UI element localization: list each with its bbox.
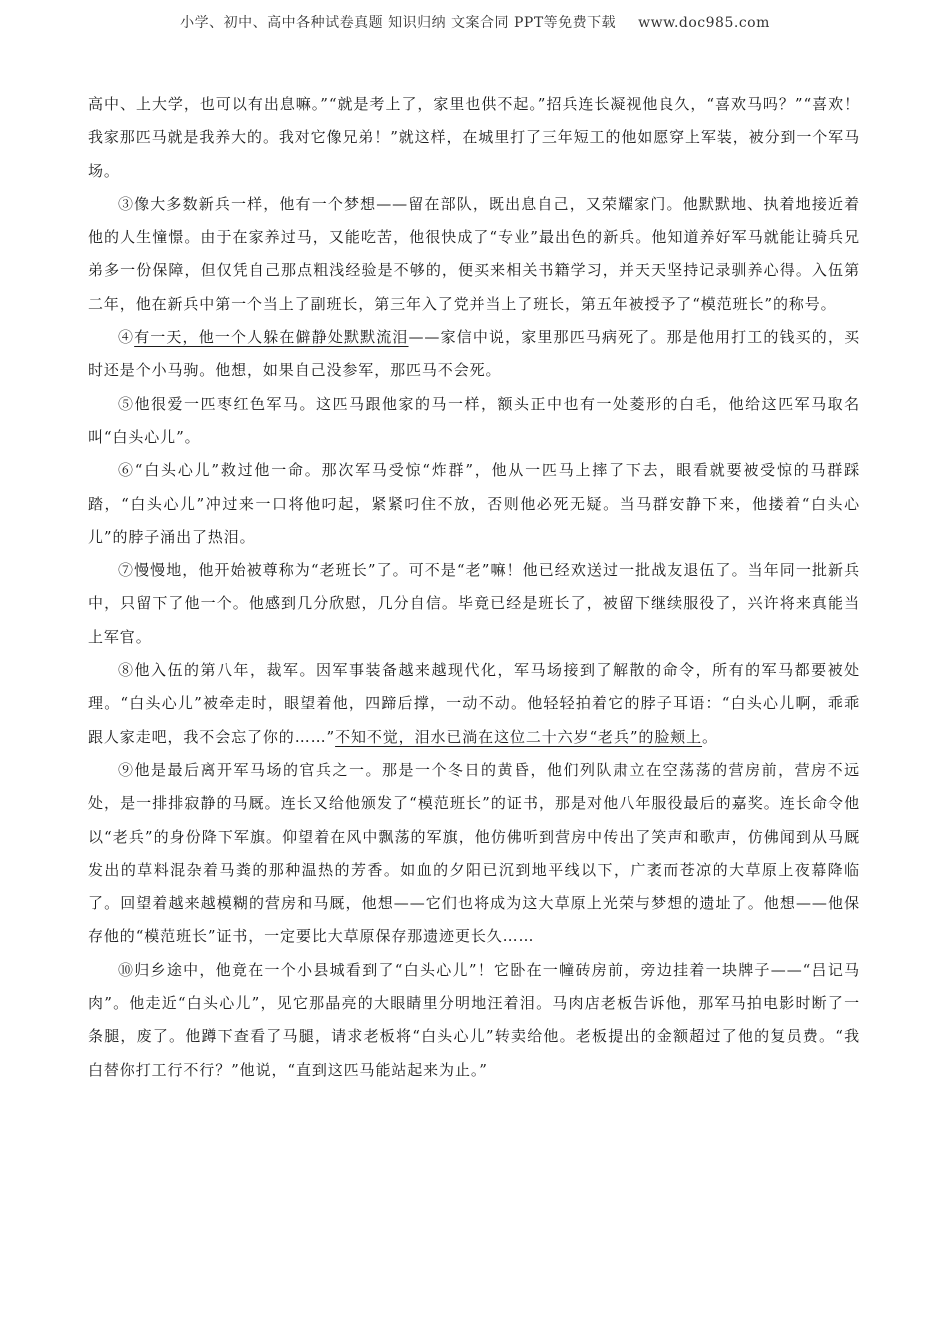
paragraph <box>88 554 860 654</box>
paragraph <box>88 654 860 754</box>
paragraph-text: ③像大多数新兵一样，他有一个梦想——留在部队，既出息自己，又荣耀家门。他默默地、执着地接近着他的人生憧憬。由于在家养过马，又能吃苦，他很快成了“专业”最出色的新兵。他知道养好军马就能让骑兵兄弟多一份保障，但仅凭自己那点粗浅经验是不够的，便买来相关书籍学习，并天天坚持记录驯养心得。入伍第二年，他在新兵中第一个当上了副班长，第三年入了党并当上了班长，第五年被授予了“模范班长”的称号。 <box>88 194 860 313</box>
header-text: 小学、初中、高中各种试卷真题 知识归纳 文案合同 PPT等免费下载 <box>180 15 617 31</box>
paragraph-text: ——家信中说，家里那匹马病死了。那是他用打工的钱买的，买时还是个小马驹。他想，如果自己没参军，那匹马不会死。 <box>88 328 860 380</box>
paragraph-text: ④ <box>118 328 135 347</box>
paragraph <box>88 454 860 554</box>
paragraph-text: ⑩归乡途中，他竟在一个小县城看到了“白头心儿”！它卧在一幢砖房前，旁边挂着一块牌子——“吕记马肉”。他走近“白头心儿”，见它那晶亮的大眼睛里分明地汪着泪。马肉店老板告诉他，那军马拍电影时断了一条腿，废了。他蹲下查看了马腿，请求老板将“白头心儿”转卖给他。老板提出的金额超过了他的复员费。“我白替你打工行不行？”他说，“直到这匹马能站起来为止。” <box>88 960 860 1079</box>
underlined-sentence: 有一天，他一个人躲在僻静处默默流泪 <box>134 328 409 347</box>
paragraph <box>88 188 860 321</box>
paragraph <box>88 754 860 954</box>
paragraph-text: 高中、上大学，也可以有出息嘛。”“就是考上了，家里也供不起。”招兵连长凝视他良久，“喜欢马吗？”“喜欢！我家那匹马就是我养大的。我对它像兄弟！”就这样，在城里打了三年短工的他如愿穿上军装，被分到一个军马场。 <box>88 95 860 180</box>
header-site: www.doc985.com <box>638 15 770 31</box>
paragraph <box>88 321 860 388</box>
paragraph-text: ⑦慢慢地，他开始被尊称为“老班长”了。可不是“老”嘛！他已经欢送过一批战友退伍了。当年同一批新兵中，只留下了他一个。他感到几分欣慰，几分自信。毕竟已经是班长了，被留下继续服役了，兴许将来真能当上军官。 <box>88 561 860 646</box>
paragraph-text: ⑨他是最后离开军马场的官兵之一。那是一个冬日的黄昏，他们列队肃立在空荡荡的营房前，营房不远处，是一排排寂静的马厩。连长又给他颁发了“模范班长”的证书，那是对他八年服役最后的嘉奖。连长命令他以“老兵”的身份降下军旗。仰望着在风中飘荡的军旗，他仿佛听到营房中传出了笑声和歌声，仿佛闻到从马厩发出的草料混杂着马粪的那种温热的芳香。如血的夕阳已沉到地平线以下，广袤而苍凉的大草原上夜幕降临了。回望着越来越模糊的营房和马厩，他想——它们也将成为这大草原上光荣与梦想的遗址了。他想——他保存他的“模范班长”证书，一定要比大草原保存那遗迹更长久…… <box>88 760 860 946</box>
paragraph-text: ⑥“白头心儿”救过他一命。那次军马受惊“炸群”，他从一匹马上摔了下去，眼看就要被受惊的马群踩踏，“白头心儿”冲过来一口将他叼起，紧紧叼住不放，否则他必死无疑。当马群安静下来，他搂着“白头心儿”的脖子涌出了热泪。 <box>88 461 860 546</box>
paragraph-text: 。 <box>702 727 718 746</box>
paragraph-text: ⑧他入伍的第八年，裁军。因军事装备越来越现代化，军马场接到了解散的命令，所有的军马都要被处理。“白头心儿”被牵走时，眼望着他，四蹄后撑，一动不动。他轻轻拍着它的脖子耳语：“白头心儿啊，乖乖跟人家走吧，我不会忘了你的……” <box>88 661 860 746</box>
paragraph <box>88 88 860 188</box>
paragraph-text: ⑤他很爱一匹枣红色军马。这匹马跟他家的马一样，额头正中也有一处菱形的白毛，他给这匹军马取名叫“白头心儿”。 <box>88 394 860 446</box>
page-header <box>0 12 950 32</box>
article-body <box>88 88 860 1087</box>
paragraph <box>88 388 860 455</box>
underlined-sentence: 不知不觉，泪水已淌在这位二十六岁“老兵”的脸颊上 <box>335 727 703 746</box>
paragraph <box>88 954 860 1087</box>
